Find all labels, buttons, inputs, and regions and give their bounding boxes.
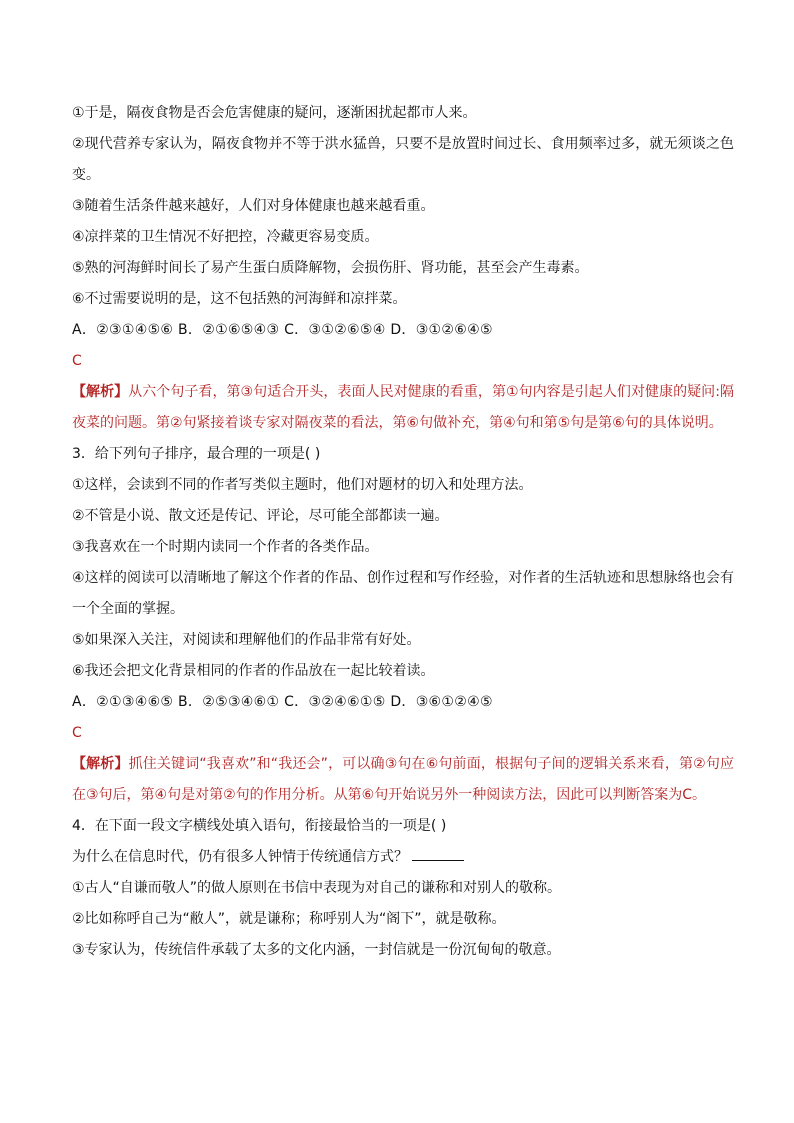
q4-stem: 4．在下面一段文字横线处填入语句，衔接最恰当的一项是( ) [72, 818, 447, 834]
q2-analysis-tag: 【解析】 [72, 384, 129, 400]
q3-answer: C [72, 725, 82, 741]
q4-sentence-1: ①古人“自谦而敬人”的做人原则在书信中表现为对自己的谦称和对别人的敬称。 [72, 880, 562, 896]
q2-sentence-4: ④凉拌菜的卫生情况不好把控，冷藏更容易变质。 [72, 229, 379, 245]
q2-answer: C [72, 353, 82, 369]
q3-options: A．②①③④⑥⑤ B．②⑤③④⑥① C．③②④⑥①⑤ D．③⑥①②④⑤ [72, 694, 493, 710]
q4-prompt-line [72, 842, 734, 873]
q4-sentence-2: ②比如称呼自己为“敝人”，就是谦称；称呼别人为“阁下”，就是敬称。 [72, 911, 506, 927]
question-3-block [72, 439, 734, 811]
q3-analysis-text: 抓住关键词“我喜欢”和“我还会”，可以确③句在⑥句前面，根据句子间的逻辑关系来看，第②句应在③句后，第④句是对第②句的作用分析。从第⑥句开始说另外一种阅读方法，因此可以判断答案为C。 [72, 756, 735, 803]
q2-sentence-2: ②现代营养专家认为，隔夜食物并不等于洪水猛兽，只要不是放置时间过长、食用频率过多，就无须谈之色变。 [72, 136, 734, 183]
q3-sentence-1: ①这样，会读到不同的作者写类似主题时，他们对题材的切入和处理方法。 [72, 477, 533, 493]
q3-stem: 3．给下列句子排序，最合理的一项是( ) [72, 446, 321, 462]
q2-sentence-6: ⑥不过需要说明的是，这不包括熟的河海鲜和凉拌菜。 [72, 291, 407, 307]
question-2-block [72, 98, 734, 439]
q2-sentence-3: ③随着生活条件越来越好，人们对身体健康也越来越看重。 [72, 198, 435, 214]
q2-sentence-5: ⑤熟的河海鲜时间长了易产生蛋白质降解物，会损伤肝、肾功能，甚至会产生毒素。 [72, 260, 589, 276]
q2-analysis-text: 从六个句子看，第③句适合开头，表面人民对健康的看重，第①句内容是引起人们对健康的疑问:隔夜菜的问题。第②句紧接着谈专家对隔夜菜的看法，第⑥句做补充，第④句和第⑤句是第⑥句的具体说明。 [72, 384, 734, 431]
q3-sentence-6: ⑥我还会把文化背景相同的作者的作品放在一起比较着读。 [72, 663, 435, 679]
q2-options: A．②③①④⑤⑥ B．②①⑥⑤④③ C．③①②⑥⑤④ D．③①②⑥④⑤ [72, 322, 493, 338]
q2-sentence-1: ①于是，隔夜食物是否会危害健康的疑问，逐渐困扰起都市人来。 [72, 105, 477, 121]
q3-analysis [72, 749, 734, 811]
q2-analysis [72, 377, 734, 439]
q3-sentence-4: ④这样的阅读可以清晰地了解这个作者的作品、创作过程和写作经验，对作者的生活轨迹和思想脉络也会有一个全面的掌握。 [72, 570, 734, 617]
q4-sentence-3: ③专家认为，传统信件承载了太多的文化内涵，一封信就是一份沉甸甸的敬意。 [72, 942, 561, 958]
q3-sentence-2: ②不管是小说、散文还是传记、评论，尽可能全部都读一遍。 [72, 508, 449, 524]
q3-sentence-5: ⑤如果深入关注，对阅读和理解他们的作品非常有好处。 [72, 632, 421, 648]
q3-sentence-3: ③我喜欢在一个时期内读同一个作者的各类作品。 [72, 539, 379, 555]
question-4-block [72, 811, 734, 966]
q3-analysis-tag: 【解析】 [72, 756, 129, 772]
answer-blank [412, 844, 464, 861]
q4-prompt: 为什么在信息时代，仍有很多人钟情于传统通信方式？ [72, 849, 408, 865]
